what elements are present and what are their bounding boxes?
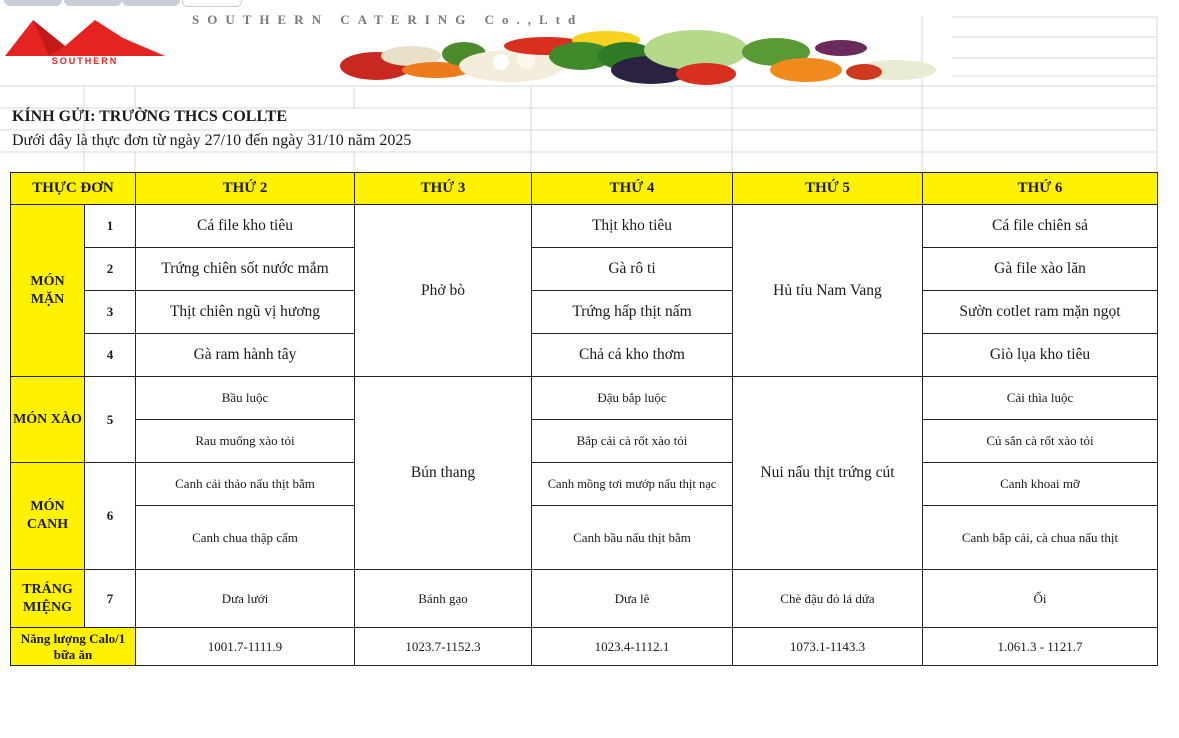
row-number: 2 (85, 248, 136, 291)
tab-2[interactable] (64, 0, 122, 6)
header-day: THỨ 5 (733, 173, 923, 205)
menu-cell: Gà rô ti (532, 248, 733, 291)
menu-cell: Canh chua thập cẩm (136, 506, 355, 570)
menu-cell: Cải thìa luộc (923, 377, 1158, 420)
addressee-line: KÍNH GỬI: TRƯỜNG THCS COLLTE (12, 108, 288, 125)
tab-3[interactable] (122, 0, 180, 6)
tab-4[interactable] (182, 0, 242, 7)
row-number: 5 (85, 377, 136, 463)
table-row (11, 420, 1158, 463)
kcal-cell: 1001.7-1111.9 (136, 628, 355, 666)
menu-cell-merged: Bún thang (355, 377, 532, 570)
menu-cell: Dưa lưới (136, 570, 355, 628)
vegetables-banner-image (336, 26, 952, 88)
kcal-cell: 1023.4-1112.1 (532, 628, 733, 666)
menu-cell: Dưa lê (532, 570, 733, 628)
menu-cell: Bầu luộc (136, 377, 355, 420)
kcal-cell: 1.061.3 - 1121.7 (923, 628, 1158, 666)
row-number: 4 (85, 334, 136, 377)
menu-cell: Đậu bắp luộc (532, 377, 733, 420)
menu-cell: Canh bắp cải, cà chua nấu thịt (923, 506, 1158, 570)
menu-cell: Củ sắn cà rốt xào tỏi (923, 420, 1158, 463)
menu-cell: Gà file xào lăn (923, 248, 1158, 291)
menu-cell: Cá file kho tiêu (136, 205, 355, 248)
category-xao: MÓN XÀO (11, 377, 85, 463)
category-trang-mieng: TRÁNG MIỆNG (11, 570, 85, 628)
menu-cell-merged: Phở bò (355, 205, 532, 377)
table-row-energy (11, 628, 1158, 666)
menu-cell: Thịt chiên ngũ vị hương (136, 291, 355, 334)
menu-cell: Sườn cotlet ram mặn ngọt (923, 291, 1158, 334)
row-number: 3 (85, 291, 136, 334)
menu-cell: Trứng hấp thịt nấm (532, 291, 733, 334)
row-number: 1 (85, 205, 136, 248)
kcal-cell: 1073.1-1143.3 (733, 628, 923, 666)
table-row (11, 205, 1158, 248)
table-row (11, 377, 1158, 420)
southern-logo (5, 18, 165, 66)
menu-cell: Canh khoai mỡ (923, 463, 1158, 506)
header-day: THỨ 4 (532, 173, 733, 205)
kcal-cell: 1023.7-1152.3 (355, 628, 532, 666)
menu-cell: Thịt kho tiêu (532, 205, 733, 248)
menu-cell: Canh mồng tơi mướp nấu thịt nạc (532, 463, 733, 506)
menu-cell: Gà ram hành tây (136, 334, 355, 377)
menu-cell-merged: Hủ tíu Nam Vang (733, 205, 923, 377)
table-row (11, 334, 1158, 377)
menu-cell: Chả cá kho thơm (532, 334, 733, 377)
menu-cell: Ổi (923, 570, 1158, 628)
menu-cell: Chè đậu đỏ lá dứa (733, 570, 923, 628)
header-day: THỨ 3 (355, 173, 532, 205)
header-day: THỨ 6 (923, 173, 1158, 205)
category-canh: MÓN CANH (11, 463, 85, 570)
category-man: MÓN MẶN (11, 205, 85, 377)
menu-cell: Trứng chiên sốt nước mắm (136, 248, 355, 291)
logo-text: SOUTHERN (51, 56, 119, 66)
header-day: THỨ 2 (136, 173, 355, 205)
company-name: SOUTHERN CATERING Co.,Ltd (192, 12, 584, 27)
row-number: 6 (85, 463, 136, 570)
energy-label: Năng lượng Calo/1 bữa ăn (11, 628, 136, 666)
table-row (11, 506, 1158, 570)
menu-cell: Bắp cải cà rốt xào tỏi (532, 420, 733, 463)
menu-cell: Cá file chiên sả (923, 205, 1158, 248)
menu-cell: Rau muống xào tỏi (136, 420, 355, 463)
menu-cell: Canh cải thảo nấu thịt bằm (136, 463, 355, 506)
table-row (11, 463, 1158, 506)
intro-line: Dưới đây là thực đơn từ ngày 27/10 đến ngày 31/10 năm 2025 (12, 132, 412, 149)
menu-cell-merged: Nui nấu thịt trứng cút (733, 377, 923, 570)
tab-1[interactable] (4, 0, 62, 6)
table-row (11, 570, 1158, 628)
weekly-menu-table (10, 172, 1158, 666)
table-header-row (11, 173, 1158, 205)
menu-cell: Canh bầu nấu thịt bằm (532, 506, 733, 570)
row-number: 7 (85, 570, 136, 628)
table-row (11, 248, 1158, 291)
header-corner: THỰC ĐƠN (11, 173, 136, 205)
table-row (11, 291, 1158, 334)
menu-cell: Bánh gạo (355, 570, 532, 628)
menu-cell: Giò lụa kho tiêu (923, 334, 1158, 377)
